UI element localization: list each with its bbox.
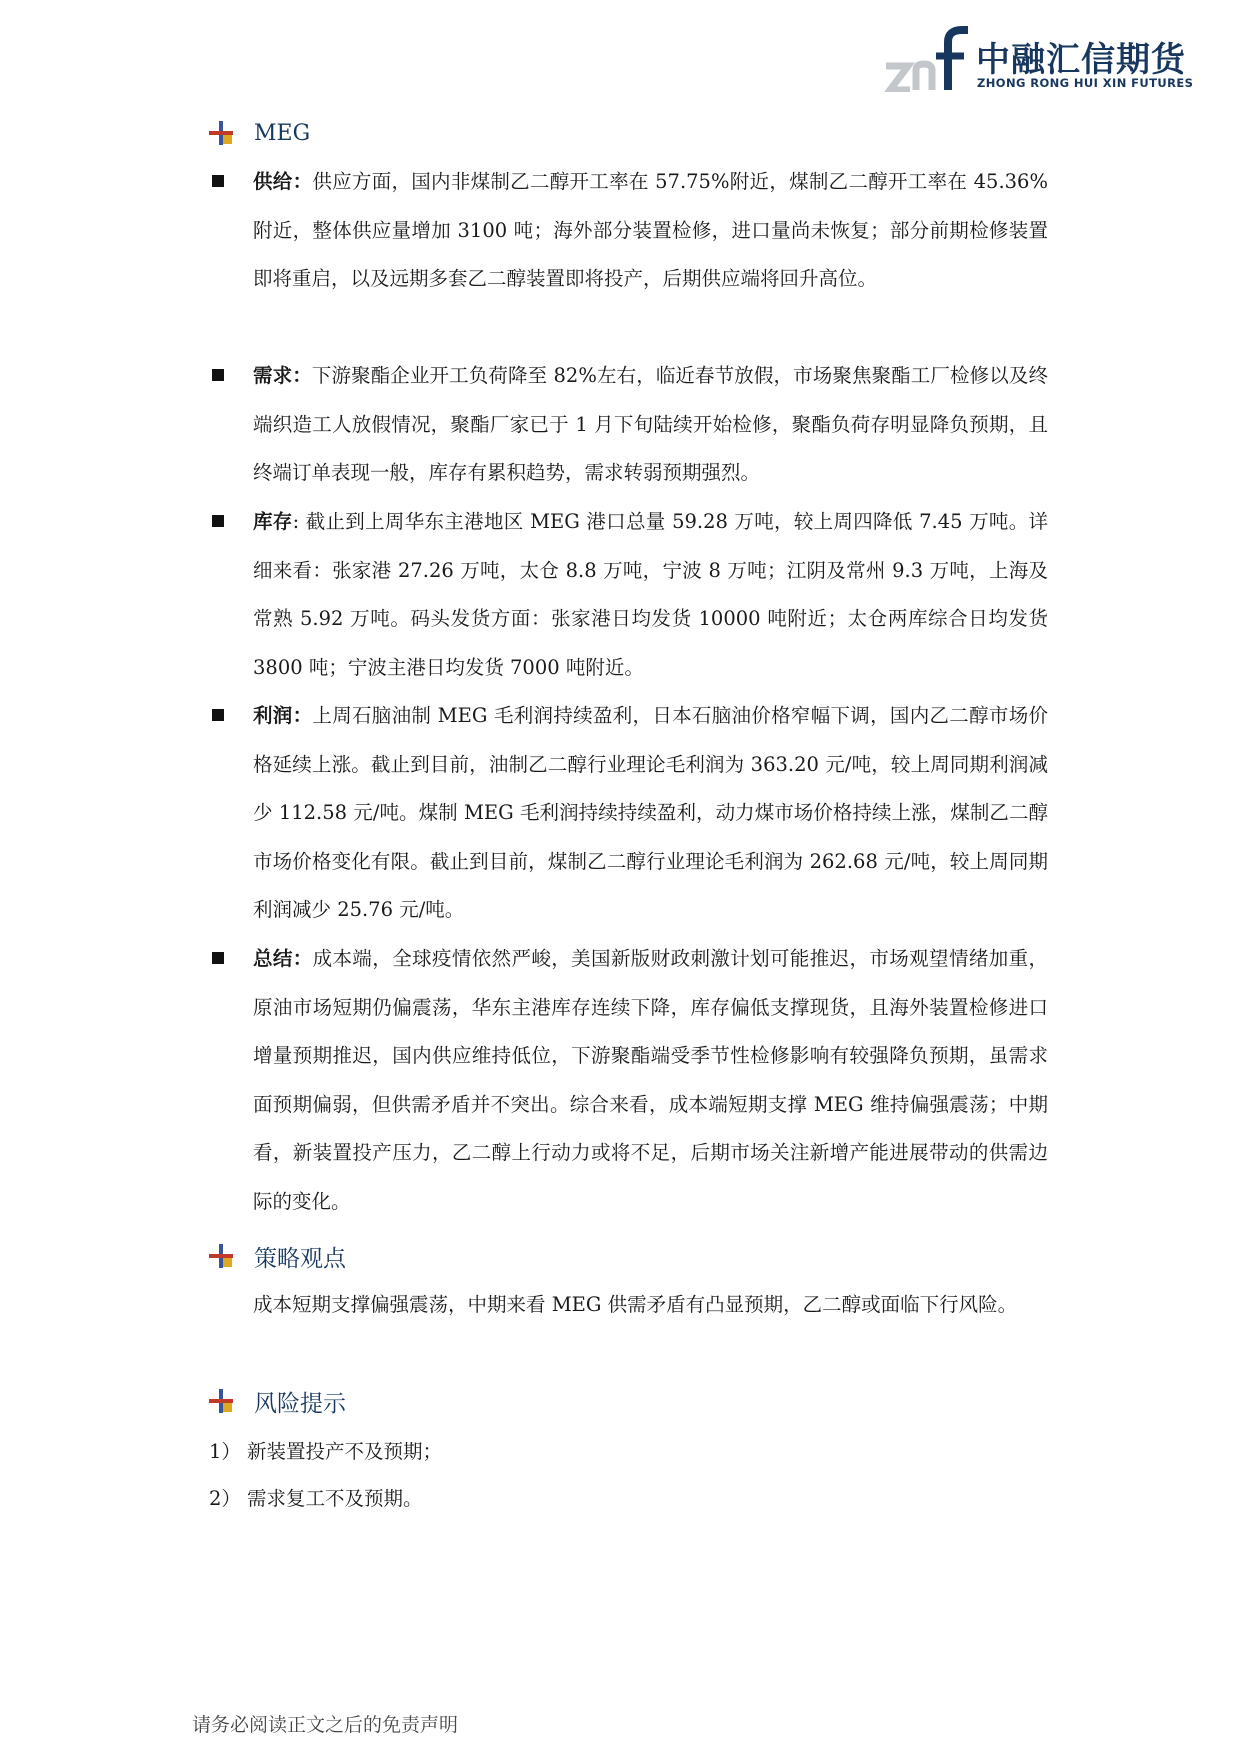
- risk-number: 1）: [209, 1440, 241, 1463]
- risk-text: 需求复工不及预期。: [247, 1487, 423, 1510]
- section-marker-icon: [208, 1388, 234, 1414]
- bullet-square-icon: [212, 175, 224, 187]
- bullet-square-icon: [212, 952, 224, 964]
- bullet-item-profit: [208, 692, 1048, 935]
- risk-item: [209, 1483, 423, 1515]
- company-logo: [884, 26, 1194, 92]
- bullet-square-icon: [212, 515, 224, 527]
- strategy-paragraph: 成本短期支撑偏强震荡，中期来看 MEG 供需矛盾有凸显预期，乙二醇或面临下行风险。: [253, 1293, 1018, 1316]
- item-text: 下游聚酯企业开工负荷降至 82%左右，临近春节放假，市场聚焦聚酯工厂检修以及终端织造工人放假情况，聚酯厂家已于 1 月下旬陆续开始检修，聚酯负荷存明显降负预期，且终端订单表现一般，库存有累积趋势，需求转弱预期强烈。: [253, 364, 1048, 484]
- risk-number: 2）: [209, 1487, 241, 1510]
- item-text: 上周石脑油制 MEG 毛利润持续盈利，日本石脑油价格窄幅下调，国内乙二醇市场价格延续上涨。截止到目前，油制乙二醇行业理论毛利润为 363.20 元/吨，较上周同期利润减少 112.58 元/吨。煤制 MEG 毛利润持续持续盈利，动力煤市场价格持续上涨，煤制乙二醇市场价格变化有限。截止到目前，煤制乙二醇行业理论毛利润为 262.68 元/吨，较上周同期利润减少 25.76 元/吨。: [253, 704, 1048, 921]
- item-label: 供给：: [253, 170, 313, 193]
- item-label: 利润：: [253, 704, 313, 727]
- bullet-item-inventory: [208, 498, 1048, 692]
- bullet-square-icon: [212, 709, 224, 721]
- item-label: 需求：: [253, 364, 312, 387]
- section-title: 策略观点: [254, 1245, 346, 1272]
- section-heading-risk: [208, 1381, 346, 1421]
- section-marker-icon: [208, 120, 234, 146]
- item-text: 成本端，全球疫情依然严峻，美国新版财政刺激计划可能推迟，市场观望情绪加重，原油市场短期仍偏震荡，华东主港库存连续下降，库存偏低支撑现货，且海外装置检修进口增量预期推迟，国内供应维持低位，下游聚酯端受季节性检修影响有较强降负预期，虽需求面预期偏弱，但供需矛盾并不突出。综合来看，成本端短期支撑 MEG 维持偏强震荡；中期看，新装置投产压力，乙二醇上行动力或将不足，后期市场关注新增产能进展带动的供需边际的变化。: [253, 947, 1048, 1213]
- section-title: MEG: [254, 120, 311, 146]
- item-label: 总结：: [253, 947, 313, 970]
- bullet-square-icon: [212, 369, 224, 381]
- item-text: : 截止到上周华东主港地区 MEG 港口总量 59.28 万吨，较上周四降低 7.45 万吨。详细来看：张家港 27.26 万吨，太仓 8.8 万吨，宁波 8 万吨；江阴及常州 9.3 万吨，上海及常熟 5.92 万吨。码头发货方面：张家港日均发货 10000 吨附近；太仓两库综合日均发货 3800 吨；宁波主港日均发货 7000 吨附近。: [253, 510, 1048, 679]
- risk-item: [209, 1436, 442, 1468]
- item-label: 库存: [253, 510, 293, 533]
- section-heading-strategy: [208, 1236, 346, 1276]
- logo-company-name-en: ZHONG RONG HUI XIN FUTURES: [977, 76, 1194, 90]
- risk-text: 新装置投产不及预期；: [247, 1440, 443, 1463]
- bullet-item-demand: [208, 352, 1048, 498]
- item-text: 供应方面，国内非煤制乙二醇开工率在 57.75%附近，煤制乙二醇开工率在 45.36%附近，整体供应量增加 3100 吨；海外部分装置检修，进口量尚未恢复；部分前期检修装置即将重启，以及远期多套乙二醇装置即将投产，后期供应端将回升高位。: [253, 170, 1048, 290]
- bullet-item-summary: [208, 935, 1048, 1226]
- znf-logo-mark: [884, 26, 970, 92]
- logo-company-name-cn: 中融汇信期货: [976, 40, 1186, 80]
- section-heading-meg: [208, 113, 310, 153]
- section-marker-icon: [208, 1243, 234, 1269]
- disclaimer-footer: 请务必阅读正文之后的免责声明: [192, 1714, 459, 1736]
- section-title: 风险提示: [254, 1390, 346, 1417]
- bullet-item-supply: [208, 158, 1048, 304]
